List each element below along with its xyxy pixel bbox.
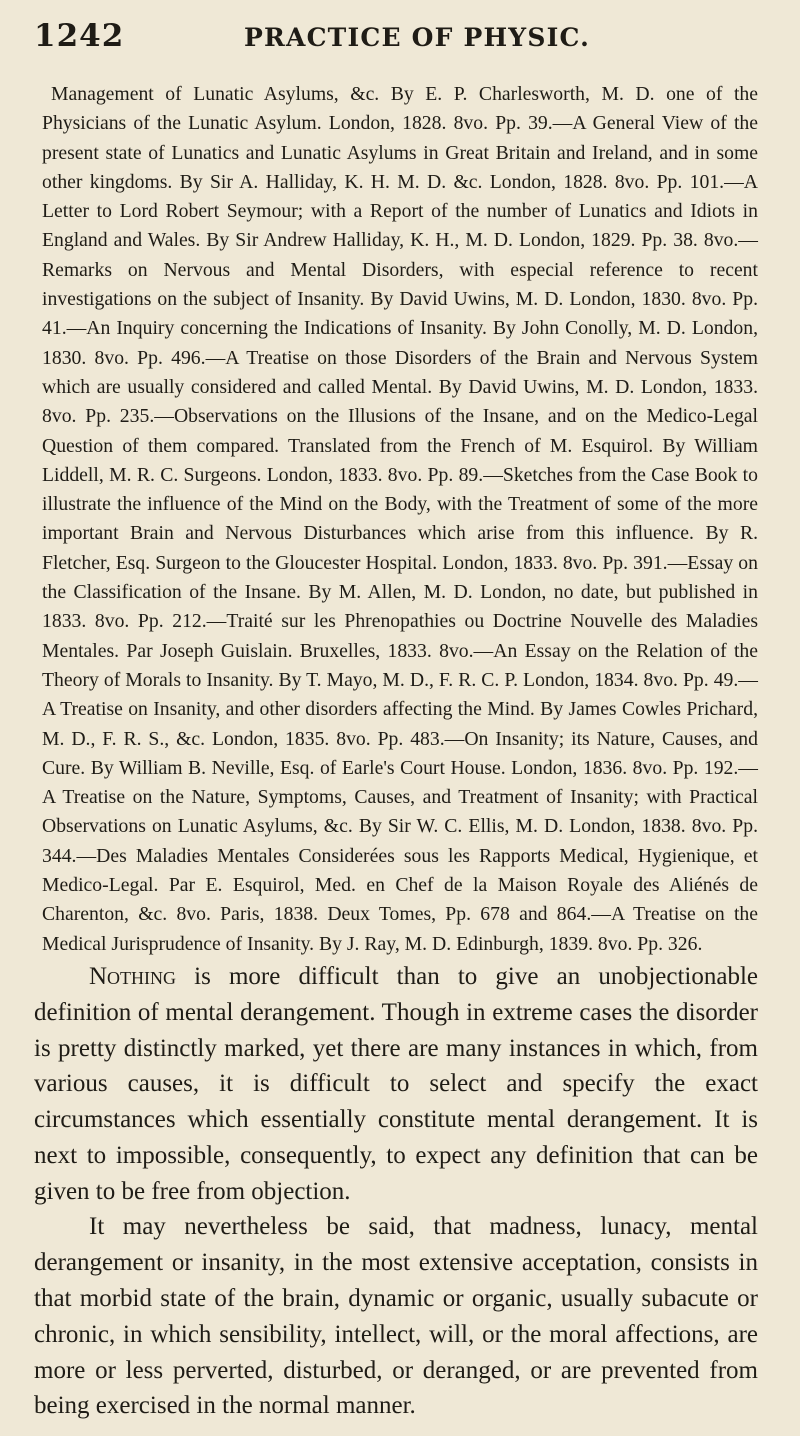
paragraph-text: It may nevertheless be said, that madness, lunacy, mental derangement or insanity, in the most extensive acceptation, consists in that morbid state of the brain, dynamic or organic, usually subacute or chronic, in which sensibility, intellect, will, or the moral affections, are more or less perverted, disturbed, or deranged, or are prevented from being exercised in the normal manner. <box>34 1213 758 1420</box>
running-title: PRACTICE OF PHYSIC. <box>244 23 591 52</box>
paragraph-text: is more difficult than to give an unobjectionable definition of mental derangement. Though in extreme cases the disorder is pretty distinctly marked, yet there are many instances in which, from various causes, it is difficult to select and specify the exact circumstances which essentially constitute mental derangement. It is next to impossible, consequently, to expect any definition that can be given to be free from objection. <box>34 962 758 1205</box>
paragraph-lead-word: Nothing <box>89 962 177 990</box>
bibliography-block: Management of Lunatic Asylums, &c. By E. P. Charlesworth, M. D. one of the Physicians of the Lunatic Asylum. London, 1828. 8vo. Pp. 39.—A General View of the present state of Lunatics and Lunatic Asylums in Great Britain and Ireland, and in some other kingdoms. By Sir A. Halliday, K. H. M. D. &c. London, 1828. 8vo. Pp. 101.—A Letter to Lord Robert Seymour; with a Report of the number of Lunatics and Idiots in England and Wales. By Sir Andrew Halliday, K. H., M. D. London, 1829. Pp. 38. 8vo.—Remarks on Nervous and Mental Disorders, with especial reference to recent investigations on the subject of Insanity. By David Uwins, M. D. London, 1830. 8vo. Pp. 41.—An Inquiry concerning the Indications of Insanity. By John Conolly, M. D. London, 1830. 8vo. Pp. 496.—A Treatise on those Disorders of the Brain and Nervous System which are usually considered and called Mental. By David Uwins, M. D. London, 1833. 8vo. Pp. 235.—Observations on the Illusions of the Insane, and on the Medico-Legal Question of them compared. Translated from the French of M. Esquirol. By William Liddell, M. R. C. Surgeons. London, 1833. 8vo. Pp. 89.—Sketches from the Case Book to illustrate the influence of the Mind on the Body, with the Treatment of some of the more important Brain and Nervous Disturbances which arise from this influence. By R. Fletcher, Esq. Surgeon to the Gloucester Hospital. London, 1833. 8vo. Pp. 391.—Essay on the Classification of the Insane. By M. Allen, M. D. London, no date, but published in 1833. 8vo. Pp. 212.—Traité sur les Phrenopathies ou Doctrine Nouvelle des Maladies Mentales. Par Joseph Guislain. Bruxelles, 1833. 8vo.—An Essay on the Relation of the Theory of Morals to Insanity. By T. Mayo, M. D., F. R. C. P. London, 1834. 8vo. Pp. 49.—A Treatise on Insanity, and other disorders affecting the Mind. By James Cowles Prichard, M. D., F. R. S., &c. London, 1835. 8vo. Pp. 483.—On Insanity; its Nature, Causes, and Cure. By William B. Neville, Esq. of Earle's Court House. London, 1836. 8vo. Pp. 192.—A Treatise on the Nature, Symptoms, Causes, and Treatment of Insanity; with Practical Observations on Lunatic Asylums, &c. By Sir W. C. Ellis, M. D. London, 1838. 8vo. Pp. 344.—Des Maladies Mentales Considerées sous les Rapports Medical, Hygienique, et Medico-Legal. Par E. Esquirol, Med. en Chef de la Maison Royale des Aliénés de Charenton, &c. 8vo. Paris, 1838. Deux Tomes, Pp. 678 and 864.—A Treatise on the Medical Jurisprudence of Insanity. By J. Ray, M. D. Edinburgh, 1839. 8vo. Pp. 326. <box>42 83 758 955</box>
page-number: 1242 <box>34 18 125 54</box>
running-head <box>34 18 762 66</box>
paragraph-definition <box>34 959 762 1210</box>
paragraph-madness <box>34 1209 762 1424</box>
